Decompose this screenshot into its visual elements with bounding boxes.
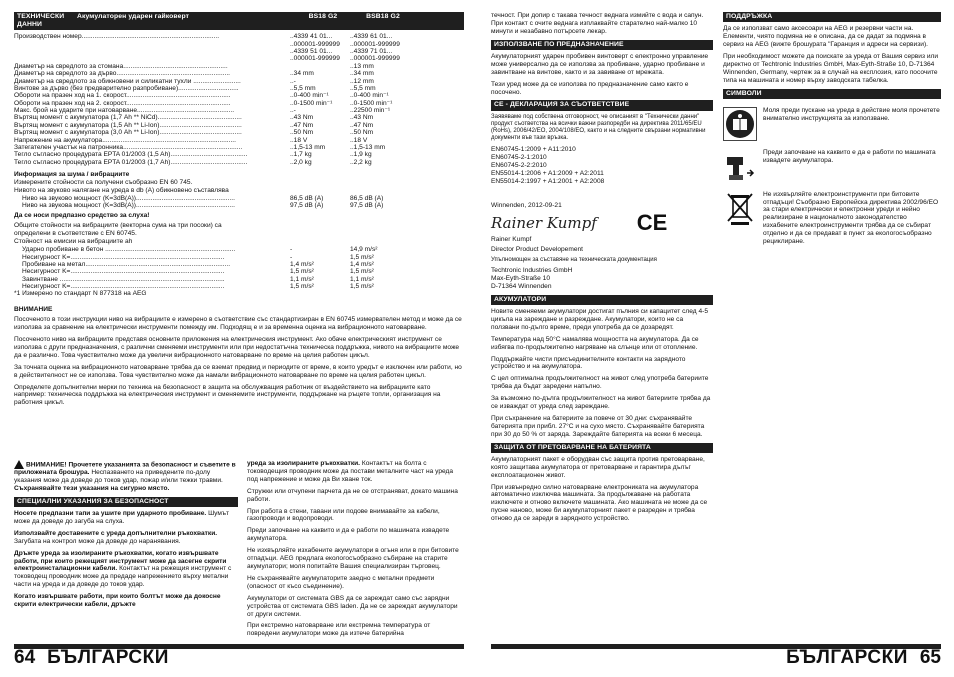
spec-v1: 97,5 dB (A) xyxy=(290,202,324,210)
battery-header: АКУМУЛАТОРИ xyxy=(491,295,713,305)
spec-v2: 1,5 m/s² xyxy=(350,283,374,291)
spec-v2: ..34 mm xyxy=(350,70,374,78)
spec-v1: ..1,7 kg xyxy=(290,151,312,159)
safety-1-bold: Носете предпазни тапи за ушите при ударното пробиване. xyxy=(14,510,207,518)
norm-item: EN60745-2-1:2010 xyxy=(491,154,547,162)
right-column xyxy=(723,12,941,254)
safety-1: Шумът може да доведе до загуба на слуха. xyxy=(14,510,230,525)
spec-v1: - xyxy=(290,246,293,254)
support-header: ПОДДРЪЖКА xyxy=(723,12,941,22)
spec-k: Винтове за дърво (без предварително разпробиване)................................. xyxy=(14,84,239,92)
safety-header: СПЕЦИАЛНИ УКАЗАНИЯ ЗА БЕЗОПАСНОСТ xyxy=(14,497,238,507)
spec-row xyxy=(14,48,464,55)
battery-2: Температура над 50°C намалява мощността на акумулатора. Да се избягва по-продължително нагряване на слънце или от отопление. xyxy=(491,335,699,351)
spec-v2: 1,1 m/s² xyxy=(350,275,374,283)
right-footer xyxy=(491,647,941,669)
spec-k: Диаметър на свредлото за дърво.............................................................. xyxy=(14,70,230,78)
symbol-text-1: Моля преди пускане на уреда в действие моля прочетете внимателно инструкцията за използване. xyxy=(763,106,940,122)
addr-3: D-71364 Winnenden xyxy=(491,282,552,290)
spec-row xyxy=(14,33,464,40)
spec-v2: ..2,2 kg xyxy=(350,158,372,166)
spec-v2: ..5,5 mm xyxy=(350,84,376,92)
spec-v1: ..000001-999999 xyxy=(290,55,340,63)
spec-v1: - xyxy=(290,253,293,261)
attention-para-2: Посоченото ниво на вибрациите представя основните приложения на електрическия инструмент. Ако обаче електрическият инструмент се използва с други предназначения, с различни сменяеми инструменти или при недостатъчна техническа поддръжка, нивото на вибрациите може да е различно. Това чувствително може да увеличи вибрационното натоварване по време на целия работен цикъл. xyxy=(14,336,460,359)
spec-v2: ..18 V xyxy=(350,136,368,144)
tech-data-subtitle: Акумулаторен ударен гайковерт xyxy=(77,13,190,20)
spec-v2: ..50 Nm xyxy=(350,129,374,137)
spec-k: Ниво на звукова мощност (K=3dB(A))...................................................... xyxy=(22,202,235,210)
spec-k: Обороти на празен ход на 2. скорост......................................................... xyxy=(14,99,231,107)
left-lower-a xyxy=(14,460,238,613)
spec-k: Въртящ момент с акумулатора (3,0 Ah ** Li-Ion)............................................. xyxy=(14,129,242,137)
vibration-text-2: Стойност на емисии на вибрациите ah xyxy=(14,238,133,246)
spec-row xyxy=(14,144,464,151)
footnote: *1 Измерено по стандарт N 877318 на AEG xyxy=(14,290,147,298)
battery-3: Поддържайте чисти присъединителните контакти на зарядното устройство и на акумулатора. xyxy=(491,355,686,371)
spec-v2: ..47 Nm xyxy=(350,121,374,129)
battery-5: За възможно по-дълга продължителност на живот батериите трябва да се изваждат от уреда след зареждане. xyxy=(491,395,711,411)
spec-row xyxy=(22,283,464,290)
safety-8: Преди започване на каквито и да е работи по машината извадете акумулатора. xyxy=(247,527,450,543)
read-manual-icon xyxy=(723,107,757,141)
model-1-label: BS18 G2 xyxy=(308,13,338,20)
noise-list xyxy=(14,195,464,210)
warning-icon xyxy=(14,460,24,469)
support-2: При необходимост можете да поискате за уреда от Вашия сервиз или директно от Techtronic Industries GmbH, Max-Eyth-Straße 10, D-71364 Winnenden, Germany, чертеж за в случай на експлозия, като посочите типа на машината и номер върху заводската табелка. xyxy=(723,52,939,84)
safety-6: Стружки или отчупени парчета да не се отстраняват, докато машина работи. xyxy=(247,487,458,503)
spec-row xyxy=(14,92,464,99)
spec-k: Ударно пробиване в бетон ....................................................................... xyxy=(22,246,236,254)
spec-v1: ..- xyxy=(290,107,296,115)
spec-row xyxy=(22,246,464,253)
ear-protection-note: Да се носи предпазно средство за слуха! xyxy=(14,211,150,219)
attention-title: ВНИМАНИЕ xyxy=(14,306,53,314)
safety-5-bold: уреда за изолираните ръкохватки. xyxy=(247,460,361,467)
battery-4: С цел оптимална продължителност на живот след употреба батериите трябва да бъдат заредени напълно. xyxy=(491,375,709,391)
spec-v1: 1,4 m/s² xyxy=(290,260,314,268)
signature xyxy=(491,210,713,236)
spec-k: Напрежение на акумулатора......................................................................... xyxy=(14,136,236,144)
spec-k xyxy=(14,41,290,48)
spec-v1: 1,5 m/s² xyxy=(290,268,314,276)
spec-v2: 14,9 m/s² xyxy=(350,246,378,254)
noise-text-2: Нивото на звуково налягане на уреда в db (A) обикновено съставлява xyxy=(14,186,229,194)
spec-k: Тегло съгласно процедурата EPTA 01/2003 (1,7 Ah).......................................... xyxy=(14,158,248,166)
spec-v2: ..22500 min⁻¹ xyxy=(350,107,391,115)
spec-v1: ..000001-999999 xyxy=(290,40,340,48)
ce-text: Заявяваме под собствена отговорност, че описаният в "Технически данни" продукт съответства на всички важни разпоредби на директива 2011/65/EU (RoHs), 2006/42/EO, 2004/108/EO, както и на следните свързани нормативни документи във тази връзка. xyxy=(491,113,706,142)
battery-6: При съхранение на батериите за повече от 30 дни: съхранявайте батерията при прибл. 27°C и на сухо място. Съхранявайте батерията при 30 до 50 % от заряда. Зареждайте батерията на всеки 6 месеца. xyxy=(491,414,705,438)
spec-v1: ..4339 51 01... xyxy=(290,48,333,56)
spec-row xyxy=(14,107,464,114)
page-number-left: 64 xyxy=(14,646,36,668)
spec-k: Диаметър на свредлото за стомана......................................................... xyxy=(14,62,228,70)
tech-data-title: ТЕХНИЧЕСКИ ДАННИ xyxy=(17,13,65,29)
place-date: Winnenden, 2012-09-21 xyxy=(491,201,562,209)
symbol-text-2: Преди започване на каквито е да е работи по машината извадете акумулатора. xyxy=(763,148,936,164)
support-1: Да се използват само аксесоари на AEG и резервни части на. Елементи, чиято подмяна не е описана, да се дадат за подмяна в сервиз на AEG (вижте брошурата "Гаранция и адреси на сервизи). xyxy=(723,25,928,48)
signer-role: Director Product Developement xyxy=(491,246,583,254)
signature-mark: Rainer Kumpf xyxy=(491,213,597,232)
overload-2: При извънредно силно натоварване електрониката на акумулатора автоматично изключва машината. За продължаване на работата изключете и отново включете машината. Ако машината не може да се пусне наново, може би акумулаторният пакет е разреден и трябва отново да се зареди в зарядното устройство. xyxy=(491,483,708,523)
spec-k xyxy=(14,55,290,62)
noise-text-1: Измерените стойности са получени съобразно EN 60 745. xyxy=(14,178,193,186)
spec-v1: ..5,5 mm xyxy=(290,84,316,92)
spec-v2: 97,5 dB (A) xyxy=(350,202,384,210)
safety-11: Акумулатори от системата GBS да се зареждат само със зарядни устройства от системата GBS laden. Да не се зареждат акумулатори от други системи. xyxy=(247,594,458,618)
spec-v1: 1,1 m/s² xyxy=(290,275,314,283)
overload-1: Акумулаторният пакет е оборудван със защита против претоварване, която защитава акумулатора от претоварване и гарантира дълъг експлоатационен живот. xyxy=(491,455,705,479)
spec-row xyxy=(22,254,464,261)
symbols-header: СИМВОЛИ xyxy=(723,89,941,99)
use-header: ИЗПОЛЗВАНЕ ПО ПРЕДНАЗНАЧЕНИЕ xyxy=(491,40,713,50)
spec-row xyxy=(14,41,464,48)
spec-k: Несигурност K=.................................................................................... xyxy=(22,268,225,276)
spec-k: Несигурност K=.................................................................................... xyxy=(22,253,225,261)
spec-v2: ..12 mm xyxy=(350,77,374,85)
spec-row xyxy=(14,85,464,92)
symbol-row-3 xyxy=(723,191,941,246)
safety-12: При екстремно натоварване или екстремна температура от повредени акумулатори може да изтече батерийна xyxy=(247,622,431,638)
spec-v2: ..4339 71 01... xyxy=(350,48,393,56)
spec-v1: ..0-1500 min⁻¹ xyxy=(290,99,333,107)
safety-3-bold: Дръжте уреда за изолираните ръкохватки, когато извършвате работи, при които режещият инструмент може да засегне скрити електроинсталационни кабели. xyxy=(14,549,227,573)
spec-v2: 1,5 m/s² xyxy=(350,253,374,261)
language-right: БЪЛГАРСКИ xyxy=(786,646,908,668)
warning-text: Неспазването на приведените по-долу указания може да доведе до токов удар, пожар и/или тежки травми. xyxy=(14,469,223,485)
norm-item: EN60745-1:2009 + A11:2010 xyxy=(491,146,576,154)
spec-row xyxy=(14,137,464,144)
spec-row xyxy=(22,268,464,275)
spec-row xyxy=(14,159,464,166)
symbol-row-1 xyxy=(723,107,941,141)
safety-5: Контактът на болта с тоководещия проводник може да постави металните част на уреда под напрежение и може да Ви хване ток. xyxy=(247,460,454,483)
left-footer xyxy=(14,647,464,669)
model-2-label: BSB18 G2 xyxy=(366,13,400,20)
spec-v2: ..000001-999999 xyxy=(350,55,400,63)
battery-1: Новите сменяеми акумулатори достигат пълния си капацитет след 4-5 цикъла на зареждане и разреждане. Акумулатори, които не са ползвани по-дълго време, преди употреба да се дозаредят. xyxy=(491,308,709,331)
spec-row xyxy=(14,78,464,85)
spec-row xyxy=(14,100,464,107)
safety-3: Контактът на режещия инструмент с тоководещ проводник може да предаде напрежението върху метални части на уреда и да доведе до токов удар. xyxy=(14,565,232,589)
vibration-list xyxy=(14,246,464,290)
ce-header: CE - ДЕКЛАРАЦИЯ ЗА СЪОТВЕТСТВИЕ xyxy=(491,100,713,110)
safety-4-bold: Когато извършвате работи, при които болтът може да докосне скрити електрически кабели, дръжте xyxy=(14,593,221,609)
left-column xyxy=(14,12,464,411)
spec-k: Пробиване на метал............................................................................... xyxy=(22,260,231,268)
spec-row xyxy=(22,261,464,268)
norm-list xyxy=(491,146,713,186)
spec-k: Несигурност K=.................................................................................... xyxy=(22,283,225,291)
spec-k xyxy=(14,48,290,55)
attention-para-4: Определете допълнителни мерки по техника на безопасност в защита на обслужващия работник от въздействието на вибрациите като например: техническа поддръжка на електрическия инструмент и сменяемите инструменти, поддържане на ръцете топли, организация на работния цикъл. xyxy=(14,383,441,407)
use-text-2: Тези уред може да се използва по предназначение само както е посочено. xyxy=(491,80,689,96)
use-text-1: Акумулаторният ударен пробивен винтоверт с електронно управление може универсално да се използва за пробиване, ударно пробиване и завинтване на винтове, както и за завиване от мрежата. xyxy=(491,52,709,76)
spec-list xyxy=(14,33,464,166)
spec-k: Завинтване .......................................................................................... xyxy=(22,275,225,283)
safety-2: Загубата на контрол може да доведе до наранявания. xyxy=(14,537,181,545)
spec-row xyxy=(14,122,464,129)
spec-v1: ..47 Nm xyxy=(290,121,314,129)
spec-k: Диаметър на свредлото за обикновени и силикатни тухли .......................... xyxy=(14,77,241,85)
language-left: БЪЛГАРСКИ xyxy=(47,646,169,668)
attention-para-3: За точната оценка на вибрационното натоварване трябва да се вземат предвид и периодите от време, в които уредът е изключен или работи, но в действителност не се използва. Това чувствително може да намали вибрационното натоварване по време на целия работен цикъл. xyxy=(14,363,462,379)
spec-k: Ниво на звуково мощност (K=3dB(A))...................................................... xyxy=(22,194,235,202)
spec-row xyxy=(22,276,464,283)
norm-item: EN55014-2:1997 + A1:2001 + A2:2008 xyxy=(491,177,605,185)
symbol-text-3: Не изхвърляйте електроинструменти при битовите отпадъци! Съобразно Европейска директива 2002/96/EO за стари електрически и електронни уреди и нейно реализиране в националното законодателство изхабените електроинструменти трябва да се събират отделно и да се предават в пункт за екологосъобразно рециклиране. xyxy=(763,190,939,246)
attention-para-1: Посоченото в този инструкции ниво на вибрациите е измерено в съответствие със стандартизиран в EN 60745 измервателен метод и може да се използва за сравнение на електрически инструменти помежду им. Подходящ е и за временна оценка на вибрационното натоварване. xyxy=(14,316,462,332)
spec-k: Обороти на празен ход на 1. скорост......................................................... xyxy=(14,92,231,100)
spec-v2: ..1,9 kg xyxy=(350,151,372,159)
addr-1: Techtronic Industries GmbH xyxy=(491,267,573,275)
spec-v1: ..50 Nm xyxy=(290,129,314,137)
weee-bin-icon xyxy=(723,191,757,225)
spec-v2: ..4339 61 01... xyxy=(350,33,393,41)
spec-k: Въртящ момент с акумулатора (1,5 Ah ** Li-Ion)............................................. xyxy=(14,121,242,129)
spec-v1: ..1,5-13 mm xyxy=(290,143,326,151)
spec-v1: ..43 Nm xyxy=(290,114,314,122)
noise-title: Информация за шума / вибрациите xyxy=(14,171,130,179)
left-lower-b xyxy=(247,460,464,642)
overload-header: ЗАЩИТА ОТ ПРЕТОВАРВАНЕ НА БАТЕРИЯТА xyxy=(491,443,713,453)
spec-v1: ..0-400 min⁻¹ xyxy=(290,92,329,100)
spec-v1: ..34 mm xyxy=(290,70,314,78)
spec-v2: 1,5 m/s² xyxy=(350,268,374,276)
spec-v2: ..000001-999999 xyxy=(350,40,400,48)
mid-top-text: течност. При допир с такава течност веднага измийте с вода и сапун. При контакт с очите веднага изплаквайте старателно най-малко 10 минути и незабавно потърсете лекар. xyxy=(491,12,704,35)
safety-7: При работа в стени, тавани или подове внимавайте за кабели, газопроводи и водопроводи. xyxy=(247,507,440,523)
spec-v2: ..13 mm xyxy=(350,62,374,70)
norm-item: EN55014-1:2006 + A1:2009 + A2:2011 xyxy=(491,170,604,178)
safety-10: Не съхранявайте акумулаторите заедно с метални предмети (опасност от късо съединение). xyxy=(247,574,435,590)
ce-mark: CE xyxy=(636,209,668,235)
spec-v1: ..18 V xyxy=(290,136,308,144)
signer-auth: Упълномощен за съставяне на техническата документация xyxy=(491,256,657,263)
spec-v1: ..4339 41 01... xyxy=(290,33,333,41)
spec-k: Затегателен участък на патронника................................................................. xyxy=(14,143,243,151)
spec-row xyxy=(14,63,464,70)
norm-item: EN60745-2-2:2010 xyxy=(491,162,547,170)
spec-v2: ..43 Nm xyxy=(350,114,374,122)
spec-row xyxy=(14,114,464,121)
remove-battery-icon xyxy=(723,149,757,183)
addr-2: Max-Eyth-Straße 10 xyxy=(491,275,550,283)
spec-row xyxy=(14,129,464,136)
spec-row xyxy=(22,195,464,202)
spec-v2: 86,5 dB (A) xyxy=(350,194,384,202)
spec-v2: ..1,5-13 mm xyxy=(350,143,386,151)
spec-v2: ..0-1500 min⁻¹ xyxy=(350,99,393,107)
spec-v2: ..0-400 min⁻¹ xyxy=(350,92,389,100)
spec-v1: ..- xyxy=(290,77,296,85)
page-number-right: 65 xyxy=(919,646,941,668)
middle-column xyxy=(491,12,713,527)
warning-keep: Съхранявайте тези указания на сигурно място. xyxy=(14,484,170,492)
safety-9: Не изхвърляйте изхабените акумулатори в огъня или в при битовите отпадъци. AEG предлага екологосъобразно събиране на старите акумулатори; моля попитайте Вашия специализиран търговец. xyxy=(247,547,459,570)
tech-data-header xyxy=(14,12,464,30)
spec-v1: 86,5 dB (A) xyxy=(290,194,324,202)
spec-row xyxy=(22,202,464,209)
signer-name: Rainer Kumpf xyxy=(491,236,532,244)
spec-row xyxy=(14,70,464,77)
vibration-text-1: Общите стойности на вибрациите (векторна сума на три посоки) са определени в съответствие с EN 60745. xyxy=(14,222,222,238)
symbol-row-2 xyxy=(723,149,941,183)
safety-2-bold: Използвайте доставените с уреда допълнителни ръкохватки. xyxy=(14,529,218,537)
spec-k: Въртящ момент с акумулатора (1,7 Ah ** NiCd).............................................. xyxy=(14,114,242,122)
spec-v1 xyxy=(290,63,350,70)
warning-lead: ВНИМАНИЕ! Прочетете указанията за безопасност и съветите в приложената брошура. xyxy=(14,461,236,477)
spec-v1: 1,5 m/s² xyxy=(290,283,314,291)
spec-row xyxy=(14,151,464,158)
spec-v1: ..2,0 kg xyxy=(290,158,312,166)
spec-k: Тегло съгласно процедурата EPTA 01/2003 (1,5 Ah).......................................... xyxy=(14,151,248,159)
spec-row xyxy=(14,55,464,62)
spec-v2: 1,4 m/s² xyxy=(350,260,374,268)
spec-k: Макс. брой на ударите при натоварване..................................................... xyxy=(14,107,235,115)
spec-k: Производствен номер........................................................................... xyxy=(14,33,220,41)
